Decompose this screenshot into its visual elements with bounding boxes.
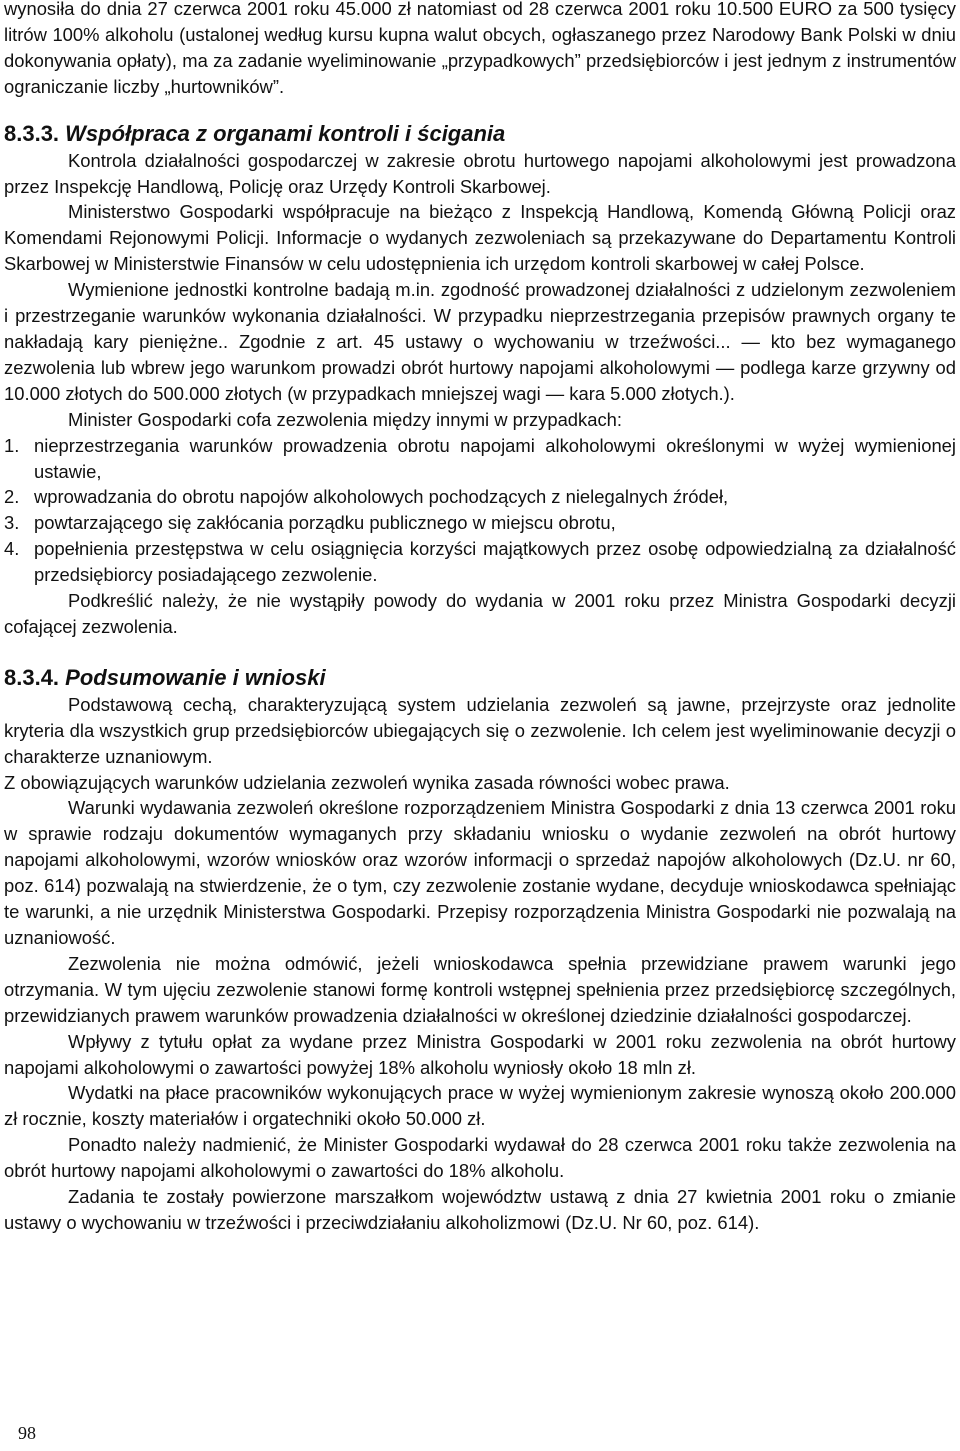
list-item-number: 1. [4,434,20,456]
paragraph: Ministerstwo Gospodarki współpracuje na bieżąco z Inspekcją Handlową, Komendą Główną Policji oraz Komendami Rejonowymi Policji. Informacje o wydanych zezwoleniach są przekazywane do Departamentu Kontroli Skarbowej w Ministerstwie Finansów w celu udostępnienia ich urzędom kontroli skarbowej w całej Polsce. [4,201,956,275]
paragraph: Wpływy z tytułu opłat za wydane przez Ministra Gospodarki w 2001 roku zezwolenia na obrót hurtowy napojami alkoholowymi o zawartości powyżej 18% alkoholu wyniosły około 18 mln zł. [4,1030,956,1078]
spacer [4,100,956,120]
spacer [4,640,956,664]
document-page [4,0,956,1236]
list-item [4,484,956,510]
section-title: Współpraca z organami kontroli i ścigania [65,120,506,146]
list-item-number: 2. [4,486,20,508]
paragraph: Zadania te zostały powierzone marszałkom województw ustawą z dnia 27 kwietnia 2001 roku o zmianie ustawy o wychowaniu w trzeźwości i przeciwdziałaniu alkoholizmowi (Dz.U. Nr 60, poz. 614). [4,1186,956,1233]
section-number: 8.3.4. [4,664,60,690]
list-item [4,433,956,485]
section-heading-8-3-4 [4,664,956,692]
paragraph: Podkreślić należy, że nie wystąpiły powody do wydania w 2001 roku przez Ministra Gospodarki decyzji cofającej zezwolenia. [4,590,956,637]
section-number: 8.3.3. [4,120,60,146]
paragraph: Wymienione jednostki kontrolne badają m.in. zgodność prowadzonej działalności z udzielonym zezwoleniem i przestrzeganie warunków wykonania działalności. W przypadku nieprzestrzegania przepisów prawnych organy te nakładają kary pieniężne.. Zgodnie z art. 45 ustawy o wychowaniu w trzeźwości... — kto bez wymaganego zezwolenia lub wbrew jego warunkom prowadzi obrót hurtowy napojami alkoholowymi — podlega karze grzywny od 10.000 złotych do 500.000 złotych (w przypadkach mniejszej wagi — kara 5.000 złotych.). [4,279,956,404]
paragraph: Warunki wydawania zezwoleń określone rozporządzeniem Ministra Gospodarki z dnia 13 czerwca 2001 roku w sprawie rodzaju dokumentów wymaganych przy składaniu wniosku o wydanie zezwoleń na obrót hurtowy napojami alkoholowymi, wzorów wniosków oraz wzorów informacji o sprzedaż napojów alkoholowych (Dz.U. nr 60, poz. 614) pozwalają na stwierdzenie, że o tym, czy zezwolenie zostanie wydane, decyduje wnioskodawca spełniając te warunki, a nie urzędnik Ministerstwa Gospodarki. Przepisy rozporządzenia Ministra Gospodarki nie pozwalają na uznaniowość. [4,797,956,948]
list-item [4,510,956,536]
list-item-number: 3. [4,512,20,534]
paragraph: Zezwolenia nie można odmówić, jeżeli wnioskodawca spełnia przewidziane prawem warunki jego otrzymania. W tym ujęciu zezwolenie stanowi formę kontroli wstępnej spełnienia przez przedsiębiorcę szczególnych, przewidzianych prawem warunków prowadzenia działalności w określonej dziedzinie działalności gospodarczej. [4,952,956,1026]
paragraph: Kontrola działalności gospodarczej w zakresie obrotu hurtowego napojami alkoholowymi jest prowadzona przez Inspekcję Handlową, Policję oraz Urzędy Kontroli Skarbowej. [4,149,956,197]
paragraph: Podstawową cechą, charakteryzującą system udzielania zezwoleń są jawne, przejrzyste oraz jednolite kryteria dla wszystkich grup przedsiębiorców ubiegających się o zezwolenie. Ich celem jest wyeliminowanie decyzji o charakterze uznaniowym. [4,693,956,767]
paragraph: Wydatki na płace pracowników wykonujących prace w wyżej wymienionym zakresie wynoszą około 200.000 zł rocznie, koszty materiałów i orgatechniki około 50.000 zł. [4,1082,956,1130]
list-item [4,536,956,588]
section-heading-8-3-3 [4,120,956,148]
intro-paragraph: wynosiła do dnia 27 czerwca 2001 roku 45.000 zł natomiast od 28 czerwca 2001 roku 10.500 EURO za 500 tysięcy litrów 100% alkoholu (ustalonej według kursu kupna walut obcych, ogłaszanego przez Narodowy Bank Polski w dniu dokonywania opłaty), ma za zadanie wyeliminowanie „przypadkowych” przedsiębiorców i jest jednym z instrumentów ograniczanie liczby „hurtowników”. [4,0,956,97]
list-item-number: 4. [4,538,20,560]
paragraph: Z obowiązujących warunków udzielania zezwoleń wynika zasada równości wobec prawa. [4,771,730,793]
list-item-text: wprowadzania do obrotu napojów alkoholowych pochodzących z nielegalnych źródeł, [34,486,729,508]
list-item-text: nieprzestrzegania warunków prowadzenia obrotu napojami alkoholowymi określonymi w wyżej wymienionej ustawie, [34,434,956,482]
list-item-text: powtarzającego się zakłócania porządku publicznego w miejscu obrotu, [34,512,616,534]
paragraph: Minister Gospodarki cofa zezwolenia między innymi w przypadkach: [68,408,622,430]
list-item-text: popełnienia przestępstwa w celu osiągnięcia korzyści majątkowych przez osobę odpowiedzialną za działalność przedsiębiorcy posiadającego zezwolenie. [34,538,956,586]
section-title: Podsumowanie i wnioski [65,664,326,690]
paragraph: Ponadto należy nadmienić, że Minister Gospodarki wydawał do 28 czerwca 2001 roku także zezwolenia na obrót hurtowy napojami alkoholowymi o zawartości do 18% alkoholu. [4,1134,956,1182]
page-number: 98 [18,1423,36,1443]
